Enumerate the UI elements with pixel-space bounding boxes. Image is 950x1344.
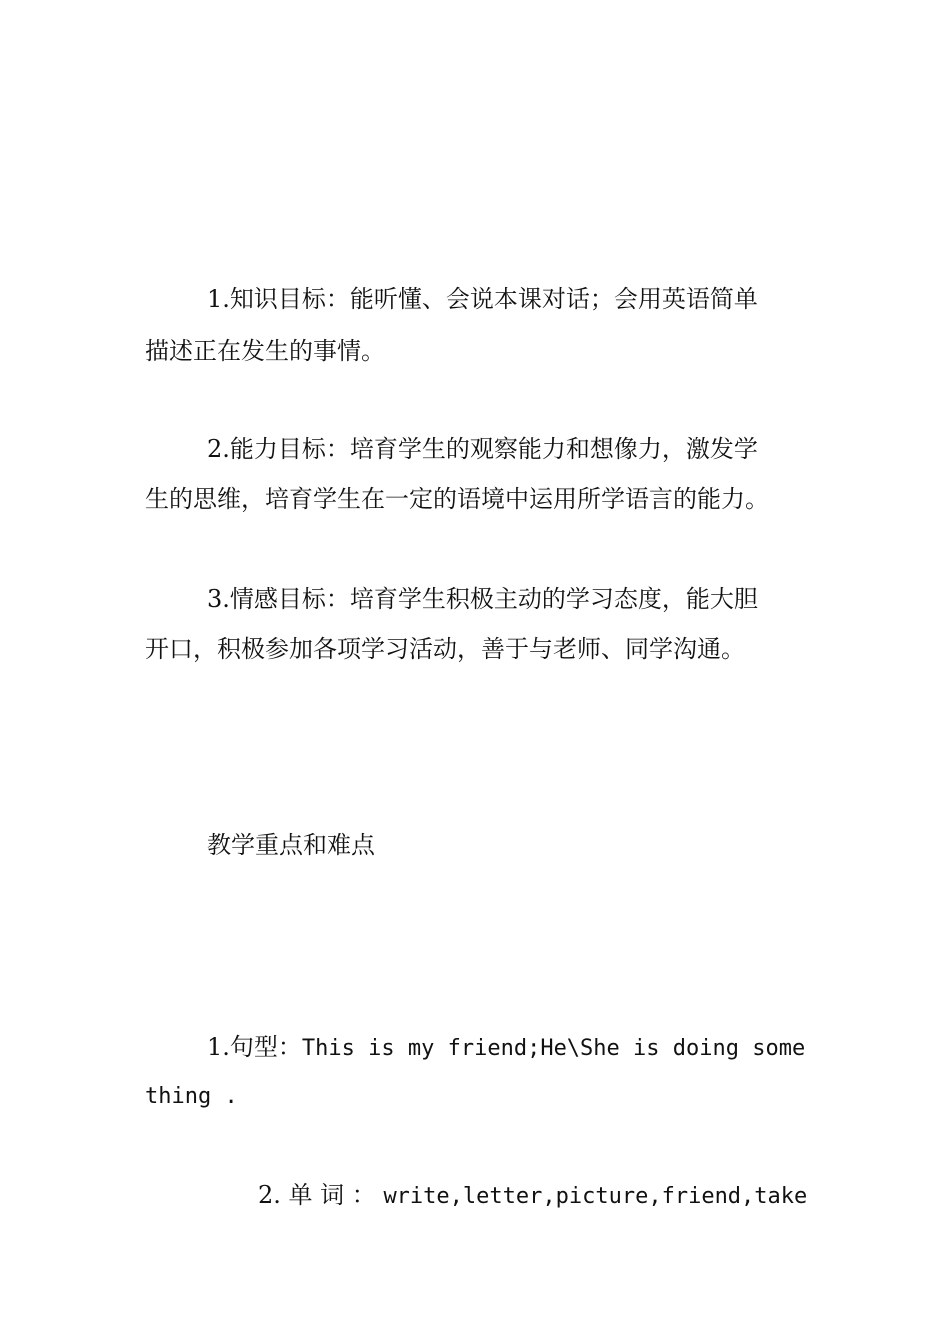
key-point-1-text: This is my friend;He\She is doing some	[301, 1036, 806, 1061]
objective-1-line-1: 1.知识目标：能听懂、会说本课对话；会用英语简单	[207, 285, 758, 313]
objective-3-line-2: 开口，积极参加各项学习活动，善于与老师、同学沟通。	[145, 635, 745, 663]
objective-2-line-1: 2.能力目标：培育学生的观察能力和想像力，激发学	[207, 435, 758, 463]
key-point-1-line-1	[207, 1032, 805, 1064]
key-point-1-line-2: thing .	[145, 1084, 238, 1109]
key-point-1-label: 1.句型：	[207, 1033, 302, 1061]
section-heading: 教学重点和难点	[207, 831, 375, 859]
objective-1-line-2: 描述正在发生的事情。	[145, 337, 385, 365]
objective-2-line-2: 生的思维，培育学生在一定的语境中运用所学语言的能力。	[145, 485, 769, 513]
key-point-2-line	[258, 1180, 807, 1212]
key-point-2-text: write,letter,picture,friend,take	[383, 1184, 808, 1209]
key-point-2-label: 2. 单 词 ：	[258, 1181, 376, 1209]
objective-3-line-1: 3.情感目标：培育学生积极主动的学习态度，能大胆	[207, 585, 758, 613]
